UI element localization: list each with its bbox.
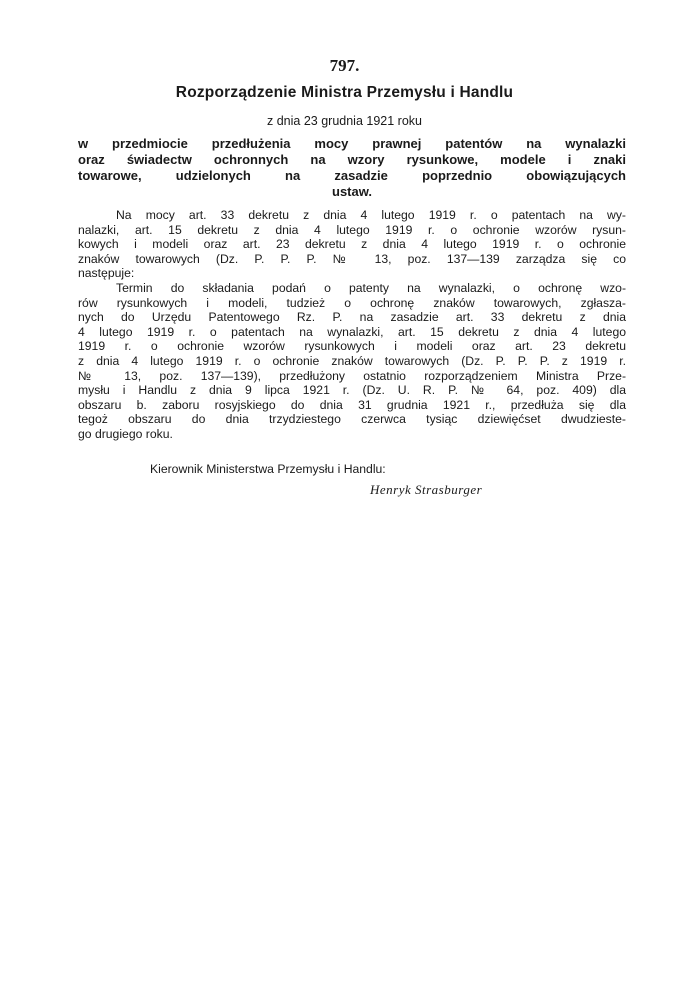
paragraph-1-line: kowych i modeli oraz art. 23 dekretu z dnia 4 lutego 1919 r. o ochronie	[78, 237, 626, 252]
subject-line: towarowe, udzielonych na zasadzie poprzednio obowiązujących	[78, 168, 626, 183]
document-date: z dnia 23 grudnia 1921 roku	[267, 114, 422, 128]
subject-line: oraz świadectw ochronnych na wzory rysunkowe, modele i znaki	[78, 152, 626, 167]
paragraph-2-line: go drugiego roku.	[78, 426, 173, 441]
signatory-role: Kierownik Ministerstwa Przemysłu i Handlu:	[150, 462, 386, 476]
paragraph-1-line: Na mocy art. 33 dekretu z dnia 4 lutego 1919 r. o patentach na wy-	[116, 208, 626, 222]
paragraph-2-line: tegoż obszaru do dnia trzydziestego czerwca tysiąc dziewięćset dwudzieste-	[78, 412, 626, 427]
paragraph-2-line: 1919 r. o ochronie wzorów rysunkowych i modeli oraz art. 23 dekretu	[78, 339, 626, 354]
document-subject	[78, 136, 626, 200]
paragraph-2-line: mysłu i Handlu z dnia 9 lipca 1921 r. (Dz. U. R. P. № 64, poz. 409) dla	[78, 383, 626, 398]
document-title: Rozporządzenie Ministra Przemysłu i Handlu	[175, 84, 514, 101]
paragraph-2-line: nych do Urzędu Patentowego Rz. P. na zasadzie art. 33 dekretu z dnia	[78, 310, 626, 325]
paragraph-2-line: Termin do składania podań o patenty na wynalazki, o ochronę wzo-	[116, 280, 626, 295]
subject-line: w przedmiocie przedłużenia mocy prawnej patentów na wynalazki	[78, 136, 626, 151]
paragraph-1-line: znaków towarowych (Dz. P. P. P. № 13, poz. 137—139 zarządza się co	[78, 251, 626, 266]
document-body	[78, 208, 626, 442]
paragraph-2-line: 4 lutego 1919 r. o patentach na wynalazki, art. 15 dekretu z dnia 4 lutego	[78, 324, 626, 339]
paragraph-2-line: z dnia 4 lutego 1919 r. o ochronie znaków towarowych (Dz. P. P. P. z 1919 r.	[78, 353, 626, 368]
signature: Henryk Strasburger	[370, 482, 483, 497]
paragraph-1-line: następuje:	[78, 266, 135, 281]
document-number: 797.	[329, 56, 360, 75]
subject-line: ustaw.	[332, 184, 372, 199]
paragraph-1-line: nalazki, art. 15 dekretu z dnia 4 lutego 1919 r. o ochronie wzorów rysun-	[78, 222, 626, 237]
paragraph-2-line: № 13, poz. 137—139), przedłużony ostatnio rozporządzeniem Ministra Prze-	[78, 368, 626, 383]
paragraph-2-line: rów rysunkowych i modeli, tudzież o ochronę znaków towarowych, zgłasza-	[78, 295, 626, 310]
paragraph-2-line: obszaru b. zaboru rosyjskiego do dnia 31 grudnia 1921 r., przedłuża się dla	[78, 397, 626, 412]
